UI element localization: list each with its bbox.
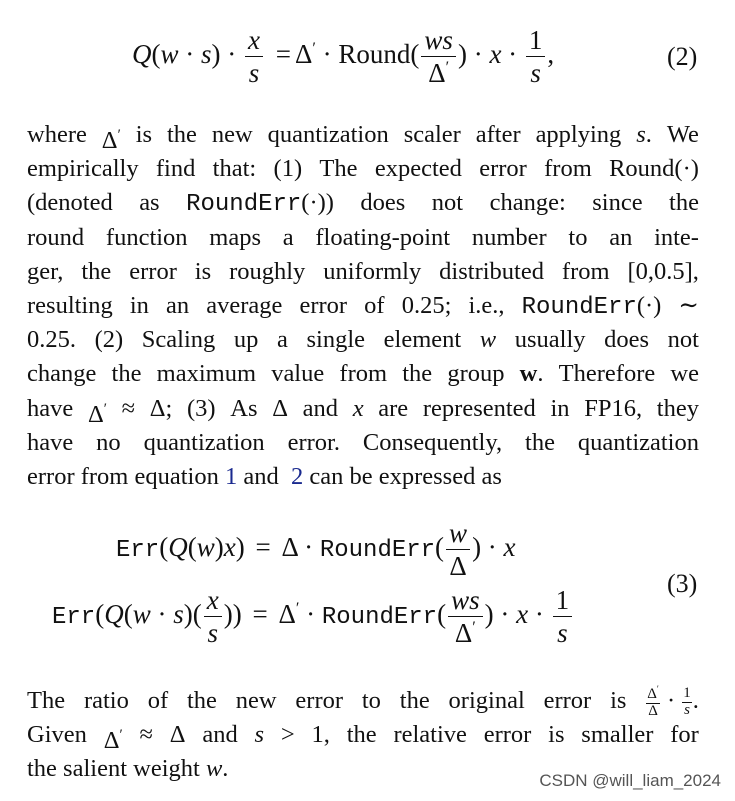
ratio-frac-1-s: $\frac{1}{s}$ — [683, 685, 691, 718]
equation-2-number: (2) — [667, 42, 698, 71]
paragraph-1 — [27, 118, 699, 494]
eq2-frac-1-s: $\frac{1}{s}$ — [526, 26, 546, 88]
equation-3-line-1: Err(Q(w)x) = Δ · RoundErr( $\frac{w}{\Delta}$ ) · x — [116, 518, 516, 582]
p1-line-2: empirically find that: (1) The expected error from Round(·) — [27, 155, 699, 183]
ref-eq1[interactable]: 1 — [224, 462, 238, 490]
eq2-round: Round — [338, 39, 411, 70]
p1-line-10: have no quantization error. Consequently, the quantization — [27, 428, 699, 456]
p1-line-8: change the maximum value from the group w. Therefore we — [27, 360, 699, 388]
p1-line-1: where Δ′ is the new quantization scaler after applying s. We — [27, 121, 699, 155]
p1-line-11: error from equation 1 and 2 can be expressed as — [27, 462, 502, 490]
equation-3-line-2: Err(Q(w · s)( $\frac{x}{s}$ )) = Δ′ · RoundErr( $\frac{ws}{\Delta'}$ ) · x · $\frac{1}{s}$ — [52, 586, 574, 648]
p1-line-6: resulting in an average error of 0.25; i.e., RoundErr(·) ∼ — [27, 291, 699, 321]
p1-line-4: round function maps a floating-point number to an inte- — [27, 223, 699, 251]
p1-line-7: 0.25. (2) Scaling up a single element w usually does not — [27, 326, 699, 354]
p1-line-5: ger, the error is roughly uniformly distributed from [0,0.5], — [27, 257, 699, 285]
p2-line-3: the salient weight w. — [27, 755, 229, 783]
eq2-frac-x-s: $\frac{x}{s}$ — [245, 26, 263, 88]
equation-2: Q(w · s) · $\frac{x}{s}$ = Δ′ · Round( $\frac{ws}{\Delta'}$ ) · x · $\frac{1}{s}$ , — [132, 25, 555, 89]
p2-line-2: Given Δ′ ≈ Δ and s > 1, the relative error is smaller for — [27, 721, 699, 755]
p1-line-3: (denoted as RoundErr(·)) does not change: since the — [27, 189, 699, 219]
ref-eq2[interactable]: 2 — [290, 462, 304, 490]
p1-line-9: have Δ′ ≈ Δ; (3) As Δ and x are represented in FP16, they — [27, 394, 699, 428]
eq2-q: Q — [132, 39, 152, 70]
eq2-frac-ws-delta: $\frac{ws}{\Delta'}$ — [421, 26, 456, 88]
watermark: CSDN @will_liam_2024 — [539, 771, 721, 790]
equation-3-number: (3) — [667, 569, 698, 598]
ratio-frac-delta: $\frac{\Delta'}{\Delta}$ — [647, 684, 659, 719]
p2-line-1: The ratio of the new error to the original error is $\frac{\Delta'}{\Delta}$ · $\frac{1}{s}$ . — [27, 684, 699, 719]
